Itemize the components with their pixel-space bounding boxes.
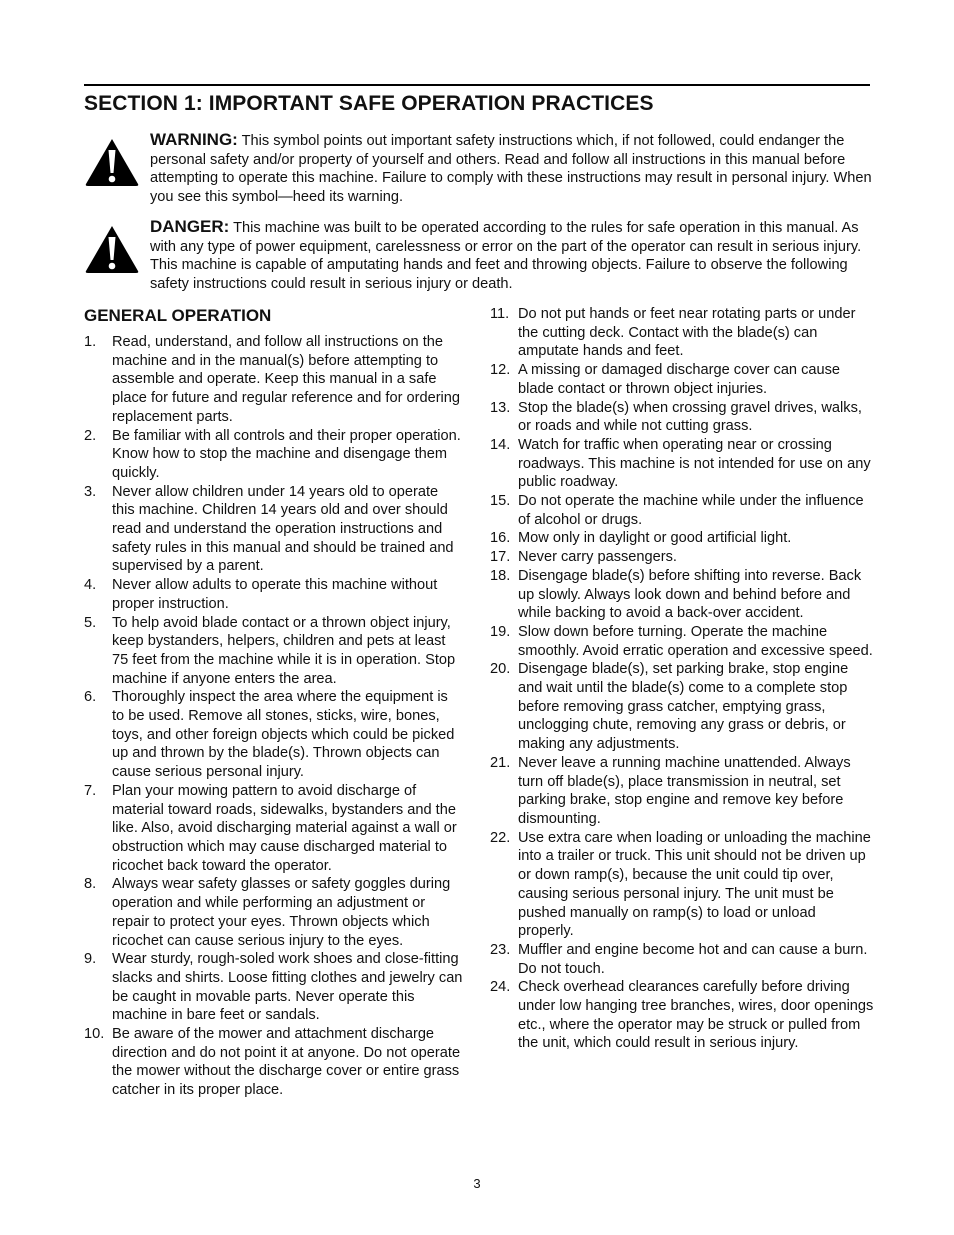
item-number: 3.	[84, 483, 97, 500]
list-item	[490, 399, 874, 436]
general-operation-heading: GENERAL OPERATION	[84, 306, 272, 325]
warning-triangle-icon	[84, 137, 140, 187]
item-number: 21.	[490, 754, 511, 771]
item-text: Wear sturdy, rough-soled work shoes and close-fitting slacks and shirts. Loose fitting clothes and jewelry can be caught in movable parts. Never operate this machine in bare feet or sandals.	[112, 951, 463, 1024]
item-text: Do not operate the machine while under the influence of alcohol or drugs.	[518, 493, 864, 528]
list-item	[84, 875, 464, 950]
item-text: A missing or damaged discharge cover can cause blade contact or thrown object injuries.	[518, 362, 841, 397]
item-number: 18.	[490, 567, 511, 584]
item-text: To help avoid blade contact or a thrown object injury, keep bystanders, helpers, children and pets at least 75 feet from the machine while it is in operation. Stop machine if anyone enters the area.	[112, 614, 456, 687]
item-text: Plan your mowing pattern to avoid discharge of material toward roads, sidewalks, bystanders and the like. Also, avoid discharging material against a wall or obstruction which may cause discharged material to ricochet back toward the operator.	[112, 782, 457, 874]
page-number: 3	[473, 1176, 481, 1191]
item-text: Mow only in daylight or good artificial light.	[518, 530, 792, 547]
item-number: 2.	[84, 427, 97, 444]
warning-triangle-icon	[84, 224, 140, 274]
list-item	[490, 436, 874, 492]
item-number: 12.	[490, 362, 511, 379]
right-column	[490, 305, 874, 1053]
item-text: Never carry passengers.	[518, 549, 677, 566]
list-item	[490, 941, 874, 978]
item-text: Muffler and engine become hot and can cause a burn. Do not touch.	[518, 941, 868, 977]
list-item	[490, 829, 874, 941]
item-number: 9.	[84, 951, 97, 968]
header-rule	[84, 84, 870, 86]
item-number: 5.	[84, 614, 97, 631]
left-column	[84, 305, 464, 1100]
danger-text-block	[150, 218, 872, 294]
list-item	[490, 660, 874, 754]
list-item	[84, 333, 464, 427]
item-text: Slow down before turning. Operate the machine smoothly. Avoid erratic operation and excessive speed.	[518, 623, 873, 659]
danger-body: This machine was built to be operated according to the rules for safe operation in this manual. As with any type of power equipment, carelessness or error on the part of the operator can result in serious injury. This machine is capable of amputating hands and feet and throwing objects. Failure to observe the following safety instructions could result in serious injury or death.	[150, 220, 862, 293]
list-item	[490, 567, 874, 623]
item-text: Use extra care when loading or unloading the machine into a trailer or truck. This unit should not be driven up or down ramp(s), because the unit could tip over, causing serious personal injury. The unit must be pushed manually on ramp(s) to load or unload properly.	[518, 829, 871, 940]
item-text: Be aware of the mower and attachment discharge direction and do not point it at anyone. Do not operate the mower without the discharge cover or entire grass catcher in its proper place.	[112, 1026, 461, 1099]
item-number: 24.	[490, 979, 511, 996]
item-number: 6.	[84, 689, 97, 706]
list-item	[490, 492, 874, 529]
item-text: Do not put hands or feet near rotating parts or under the cutting deck. Contact with the blade(s) can amputate hands and feet.	[518, 306, 856, 360]
item-text: Disengage blade(s) before shifting into reverse. Back up slowly. Always look down and behind before and while backing to avoid a back-over accident.	[518, 567, 862, 622]
list-item	[84, 576, 464, 613]
instruction-list-right	[490, 305, 874, 1053]
list-item	[84, 688, 464, 782]
list-item	[84, 614, 464, 689]
item-number: 20.	[490, 661, 511, 678]
section-title: SECTION 1: IMPORTANT SAFE OPERATION PRACTICES	[84, 92, 654, 115]
item-text: Be familiar with all controls and their proper operation. Know how to stop the machine and disengage them quickly.	[112, 427, 461, 481]
list-item	[490, 529, 874, 548]
item-number: 1.	[84, 334, 97, 350]
warning-text-block	[150, 131, 872, 207]
warning-body: This symbol points out important safety instructions which, if not followed, could endanger the personal safety and/or property of yourself and others. Read and follow all instructions in this manual before attempting to operate this machine. Failure to comply with these instructions may result in personal injury. When you see this symbol—heed its warning.	[150, 133, 872, 206]
item-number: 10.	[84, 1026, 105, 1043]
item-number: 8.	[84, 876, 97, 893]
item-number: 16.	[490, 530, 511, 547]
item-number: 19.	[490, 623, 511, 640]
list-item	[490, 305, 874, 361]
list-item	[84, 483, 464, 577]
instruction-list-left	[84, 333, 464, 1100]
list-item	[490, 623, 874, 660]
item-text: Watch for traffic when operating near or crossing roadways. This machine is not intended for use on any public roadway.	[518, 436, 871, 491]
item-text: Always wear safety glasses or safety goggles during operation and while performing an adjustment or repair to protect your eyes. Thrown objects which ricochet can cause serious injury to the eyes.	[112, 876, 451, 949]
warning-label: WARNING:	[150, 130, 238, 149]
list-item	[84, 1025, 464, 1100]
item-text: Never leave a running machine unattended. Always turn off blade(s), place transmission in neutral, set parking brake, stop engine and remove key before dismounting.	[518, 754, 851, 827]
danger-label: DANGER:	[150, 217, 230, 236]
item-text: Check overhead clearances carefully before driving under low hanging tree branches, wires, door openings etc., where the operator may be struck or pulled from the unit, which could result in serious injury.	[518, 979, 874, 1052]
list-item	[84, 782, 464, 876]
item-text: Disengage blade(s), set parking brake, stop engine and wait until the blade(s) come to a complete stop before removing grass catcher, emptying grass, unclogging chute, removing any grass or debris, or making any adjustments.	[518, 661, 849, 753]
list-item	[490, 548, 874, 567]
item-text: Never allow children under 14 years old to operate this machine. Children 14 years old and over should read and understand the operation instructions and safety rules in this manual and should be trained and supervised by a parent.	[112, 483, 454, 575]
item-text: Thoroughly inspect the area where the equipment is to be used. Remove all stones, sticks, wire, bones, toys, and other foreign objects which could be picked up and thrown by the blade(s). Thrown objects can cause serious personal injury.	[112, 689, 455, 781]
item-text: Never allow adults to operate this machine without proper instruction.	[112, 577, 438, 612]
list-item	[84, 950, 464, 1025]
list-item	[490, 361, 874, 398]
item-text: Stop the blade(s) when crossing gravel drives, walks, or roads and while not cutting grass.	[518, 399, 862, 435]
list-item	[84, 427, 464, 483]
item-number: 4.	[84, 577, 97, 594]
list-item	[490, 754, 874, 829]
item-number: 7.	[84, 782, 97, 799]
item-number: 17.	[490, 549, 511, 566]
item-number: 13.	[490, 399, 511, 416]
item-number: 14.	[490, 436, 511, 453]
item-number: 22.	[490, 829, 511, 846]
item-number: 15.	[490, 493, 511, 510]
item-number: 23.	[490, 941, 511, 958]
item-text: Read, understand, and follow all instructions on the machine and in the manual(s) before attempting to assemble and operate. Keep this manual in a safe place for future and regular reference and for ordering replacement parts.	[112, 334, 461, 425]
item-number: 11.	[490, 306, 510, 322]
list-item	[490, 978, 874, 1053]
